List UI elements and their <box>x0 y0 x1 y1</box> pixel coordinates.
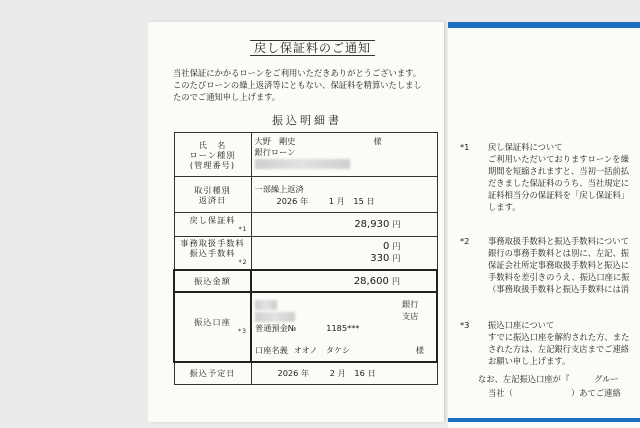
account-holder-honorific: 様 <box>415 345 424 355</box>
note-1-line-4: 証料相当分の保証料を「戻し保証料」 <box>488 190 630 200</box>
note-1-line-1: ご利用いただいておりますローンを繰 <box>488 154 629 164</box>
note-3-line-2: された方は、左記銀行支店までご連絡 <box>488 344 630 354</box>
scheduled-date-label: 振込予定日 <box>174 362 251 384</box>
admin-fee-yen: 円 <box>392 242 401 251</box>
row-refund <box>174 213 437 237</box>
fee-note: *2 <box>238 259 248 266</box>
note-3-line-4: なお、左記振込口座が『 グルー <box>478 374 619 384</box>
repay-day-unit: 日 <box>366 195 375 206</box>
row-transfer-amount <box>174 270 437 292</box>
account-type: 普通預金№ <box>255 323 297 333</box>
note-1-line-3: だきました保証料のうち、当社規定に <box>488 178 630 188</box>
redacted-bank-name <box>255 300 277 310</box>
repay-year-unit: 年 <box>299 195 309 206</box>
account-holder: オオノ タケシ <box>293 345 351 355</box>
intro-line-2: このたびローンの繰上返済等にともない、保証料を精算いたしまし <box>173 80 422 90</box>
note-2-line-1: 銀行の事務手数料とは別に、左記、振 <box>488 248 630 258</box>
note-1-line-5: します。 <box>488 202 521 212</box>
sched-year: 2026 <box>277 367 299 378</box>
note-1-marker: *1 <box>460 142 470 152</box>
transfer-statement-table <box>173 132 438 385</box>
note-2-marker: *2 <box>460 236 470 246</box>
transfer-fee: 330 <box>370 253 390 264</box>
loan-type: 銀行ローン <box>254 147 296 157</box>
note-2-line-4: （事務取扱手数料と振込手数料には消 <box>488 284 630 294</box>
account-note: *3 <box>238 328 247 335</box>
admin-fee-label: 事務取扱手数料 <box>180 238 245 248</box>
notice-title: 戻し保証料のご通知 <box>250 40 375 56</box>
branch-suffix: 支店 <box>402 311 419 321</box>
sched-month-unit: 月 <box>337 367 346 378</box>
sched-day-unit: 日 <box>367 367 376 378</box>
intro-line-3: たのでご通知申し上げます。 <box>173 92 281 102</box>
redacted-branch-name <box>255 312 295 322</box>
name-label: 氏 名 <box>198 139 227 150</box>
row-scheduled-date <box>174 362 437 384</box>
repay-day: 15 <box>353 195 364 206</box>
transfer-amount-label: 振込金額 <box>174 270 251 292</box>
transfer-fee-yen: 円 <box>392 254 401 263</box>
row-fees <box>174 237 437 271</box>
repay-year: 2026 <box>276 195 298 206</box>
txn-type: 一部繰上返済 <box>254 183 304 194</box>
refund-label: 戻し保証料 <box>189 214 236 225</box>
notes-page <box>448 22 640 428</box>
mgmt-number-label: (管理番号) <box>189 159 236 170</box>
note-3-line-0: 振込口座について <box>488 320 555 330</box>
refund-amount: 28,930 <box>354 219 390 230</box>
note-2-line-3: 手数料を差引きのうえ、振込口座に振 <box>488 272 630 282</box>
row-transaction <box>174 177 437 213</box>
repay-month: 1 <box>328 195 334 206</box>
repay-month-unit: 月 <box>336 195 345 206</box>
bank-suffix: 銀行 <box>402 299 419 309</box>
name-honorific: 様 <box>373 136 382 146</box>
customer-name: 大野 剛史 <box>254 136 296 146</box>
intro-line-1: 当社保証にかかるローンをご利用いただきありがとうございます。 <box>173 68 422 78</box>
refund-note: *1 <box>238 225 248 233</box>
repay-date-label: 返済日 <box>198 194 227 205</box>
refund-yen: 円 <box>392 220 401 229</box>
loan-type-label: ローン種別 <box>189 149 236 160</box>
note-3-line-3: お願い申し上げます。 <box>488 356 571 366</box>
row-account <box>174 292 437 362</box>
sched-day: 16 <box>354 367 365 378</box>
txn-type-label: 取引種別 <box>194 184 231 195</box>
note-3-line-5: 当社（ ）あてご連絡 <box>488 388 621 398</box>
account-label: 振込口座 <box>194 317 231 327</box>
note-2-line-2: 保証会社所定事務取扱手数料と振込に <box>488 260 630 270</box>
transfer-fee-label: 振込手数料 <box>189 248 236 258</box>
account-number: 1185*** <box>326 323 360 333</box>
redacted-mgmt-number <box>255 159 350 169</box>
note-3-marker: *3 <box>460 320 470 330</box>
sched-month: 2 <box>329 367 335 378</box>
transfer-amount: 28,600 <box>353 275 389 287</box>
transfer-amount-yen: 円 <box>392 276 400 286</box>
statement-subtitle: 振込明細書 <box>272 114 342 127</box>
account-holder-label: 口座名義 <box>255 345 288 355</box>
note-1-line-0: 戻し保証料について <box>488 142 563 152</box>
note-3-line-1: すでに振込口座を解約された方、また <box>488 332 630 342</box>
notes-page-border <box>448 418 640 422</box>
note-2-line-0: 事務取扱手数料と振込手数料について <box>488 236 629 246</box>
sched-year-unit: 年 <box>300 367 310 378</box>
note-1-line-2: 期間を短縮されますと、当初一括前払 <box>488 166 630 176</box>
row-name <box>174 133 437 177</box>
admin-fee: 0 <box>382 241 390 252</box>
